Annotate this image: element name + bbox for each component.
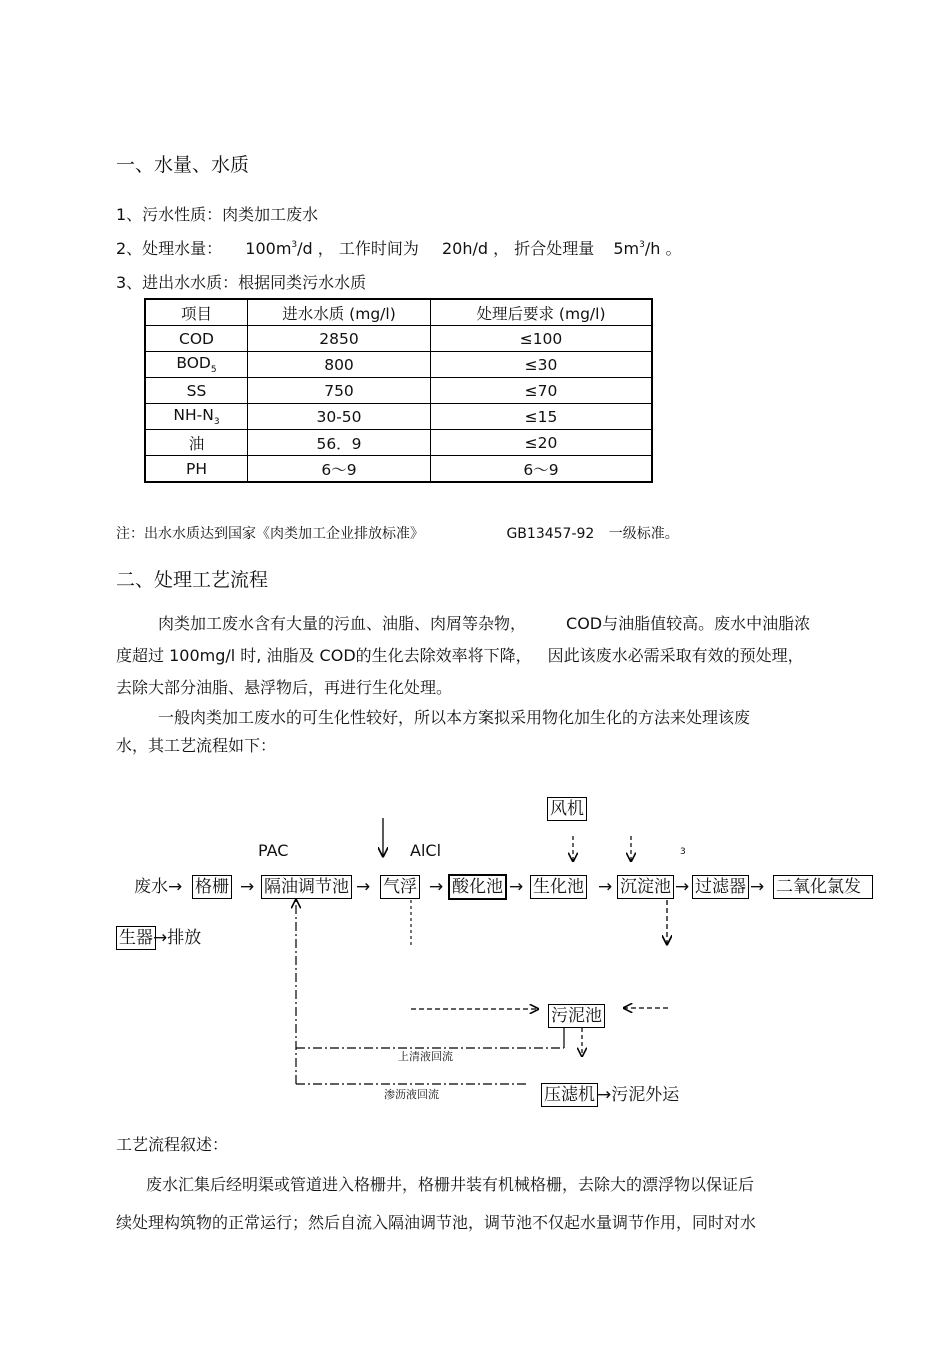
flow-arrow: → bbox=[240, 877, 255, 897]
item-wastewater-type: 1、污水性质：肉类加工废水 bbox=[116, 205, 319, 224]
note-text: 注：出水水质达到国家《肉类加工企业排放标准》 bbox=[116, 526, 424, 542]
table-cell: ≤15 bbox=[431, 404, 653, 430]
flow-arrow: → bbox=[598, 877, 613, 897]
table-header: 处理后要求 (mg/l) bbox=[431, 299, 653, 326]
para1-line1b: COD与油脂值较高。废水中油脂浓 bbox=[566, 614, 811, 633]
table-cell: 油 bbox=[145, 430, 248, 456]
table-cell: 30-50 bbox=[248, 404, 431, 430]
combined-label: 折合处理量 bbox=[514, 239, 595, 258]
table-header: 项目 bbox=[145, 299, 248, 326]
settle-tank-box: 沉淀池 bbox=[617, 875, 674, 899]
table-cell: 750 bbox=[248, 378, 431, 404]
table-cell: 800 bbox=[248, 352, 431, 378]
para2-line1: 一般肉类加工废水的可生化性较好，所以本方案拟采用物化加生化的方法来处理该废 bbox=[158, 708, 751, 727]
flow-hourly-sup: 3 bbox=[639, 240, 645, 250]
flow-arrow: → bbox=[509, 877, 524, 897]
discharge-label: →排放 bbox=[153, 928, 202, 948]
table-cell: ≤20 bbox=[431, 430, 653, 456]
work-hours: 20h/d ， bbox=[441, 239, 510, 258]
note-standard: GB13457-92 bbox=[506, 526, 595, 542]
oil-tank-box: 隔油调节池 bbox=[261, 875, 352, 899]
flow-daily-sup: 3 bbox=[291, 240, 298, 250]
bod-label: BOD bbox=[176, 353, 211, 372]
chlorine-generator-box: 二氧化氯发 bbox=[773, 875, 873, 899]
para1-line2b: 因此该废水必需采取有效的预处理， bbox=[547, 646, 804, 665]
narrative-line2: 续处理构筑物的正常运行；然后自流入隔油调节池，调节池不仅起水量调节作用，同时对水 bbox=[116, 1213, 757, 1232]
filter-box: 过滤器 bbox=[692, 875, 749, 899]
table-cell: 2850 bbox=[248, 326, 431, 352]
para2-line2: 水，其工艺流程如下： bbox=[116, 736, 277, 755]
flow-arrow: → bbox=[750, 877, 765, 897]
section2-title: 二、处理工艺流程 bbox=[116, 569, 269, 591]
volume-label: 2、处理水量： bbox=[116, 239, 223, 258]
item-water-quality: 3、进出水水质：根据同类污水水质 bbox=[116, 273, 367, 292]
bio-tank-box: 生化池 bbox=[530, 875, 587, 899]
flow-daily: 100m bbox=[245, 239, 292, 258]
narrative-line1: 废水汇集后经明渠或管道进入格栅井，格栅井装有机械格栅，去除大的漂浮物以保证后 bbox=[146, 1175, 755, 1194]
table-cell: ≤100 bbox=[431, 326, 653, 352]
flow-arrow: → bbox=[675, 877, 690, 897]
flotation-box: 气浮 bbox=[380, 875, 420, 899]
para1-line3: 去除大部分油脂、悬浮物后，再进行生化处理。 bbox=[116, 678, 453, 697]
sludge-tank-box: 污泥池 bbox=[548, 1004, 605, 1028]
alcl-label: AlCl bbox=[410, 841, 442, 860]
flow-arrow: → bbox=[429, 877, 444, 897]
source-label: 废水→ bbox=[134, 877, 183, 897]
table-cell: ≤70 bbox=[431, 378, 653, 404]
grille-box: 格栅 bbox=[192, 875, 232, 899]
alcl-sub: 3 bbox=[680, 847, 686, 857]
table-cell: COD bbox=[145, 326, 248, 352]
table-cell: 6～9 bbox=[248, 456, 431, 483]
table-cell: 6～9 bbox=[431, 456, 653, 483]
supernatant-label: 上清液回流 bbox=[398, 1050, 453, 1063]
table-cell: SS bbox=[145, 378, 248, 404]
flow-arrow: → bbox=[356, 877, 371, 897]
narrative-title: 工艺流程叙述： bbox=[116, 1135, 229, 1154]
table-cell: PH bbox=[145, 456, 248, 483]
nh-label: NH-N bbox=[173, 405, 214, 424]
filter-press-box: 压滤机 bbox=[541, 1083, 598, 1107]
flow-hourly: 5m bbox=[613, 239, 640, 258]
work-time-label: 工作时间为 bbox=[338, 239, 419, 258]
section1-title: 一、水量、水质 bbox=[116, 154, 250, 176]
chlorine-generator-box-cont: 生器 bbox=[116, 926, 156, 950]
table-cell: 56．9 bbox=[248, 430, 431, 456]
table-header: 进水水质 (mg/l) bbox=[248, 299, 431, 326]
table-cell: ≤30 bbox=[431, 352, 653, 378]
para1-line2a: 度超过 100mg/l 时, 油脂及 COD的生化去除效率将下降， bbox=[116, 646, 532, 665]
pac-label: PAC bbox=[258, 841, 289, 860]
fan-box: 风机 bbox=[547, 797, 587, 821]
sludge-out-label: →污泥外运 bbox=[597, 1085, 680, 1105]
para1-line1a: 肉类加工废水含有大量的污血、油脂、肉屑等杂物， bbox=[158, 614, 527, 633]
nh-sub: 3 bbox=[213, 417, 220, 428]
filtrate-label: 渗沥液回流 bbox=[384, 1088, 439, 1101]
flow-daily-unit: /d ， bbox=[297, 239, 334, 258]
note-suffix: 一级标准。 bbox=[608, 526, 679, 542]
acid-tank-box: 酸化池 bbox=[448, 874, 507, 900]
bod-sub: 5 bbox=[210, 365, 217, 376]
flow-hourly-unit: /h 。 bbox=[644, 239, 682, 258]
